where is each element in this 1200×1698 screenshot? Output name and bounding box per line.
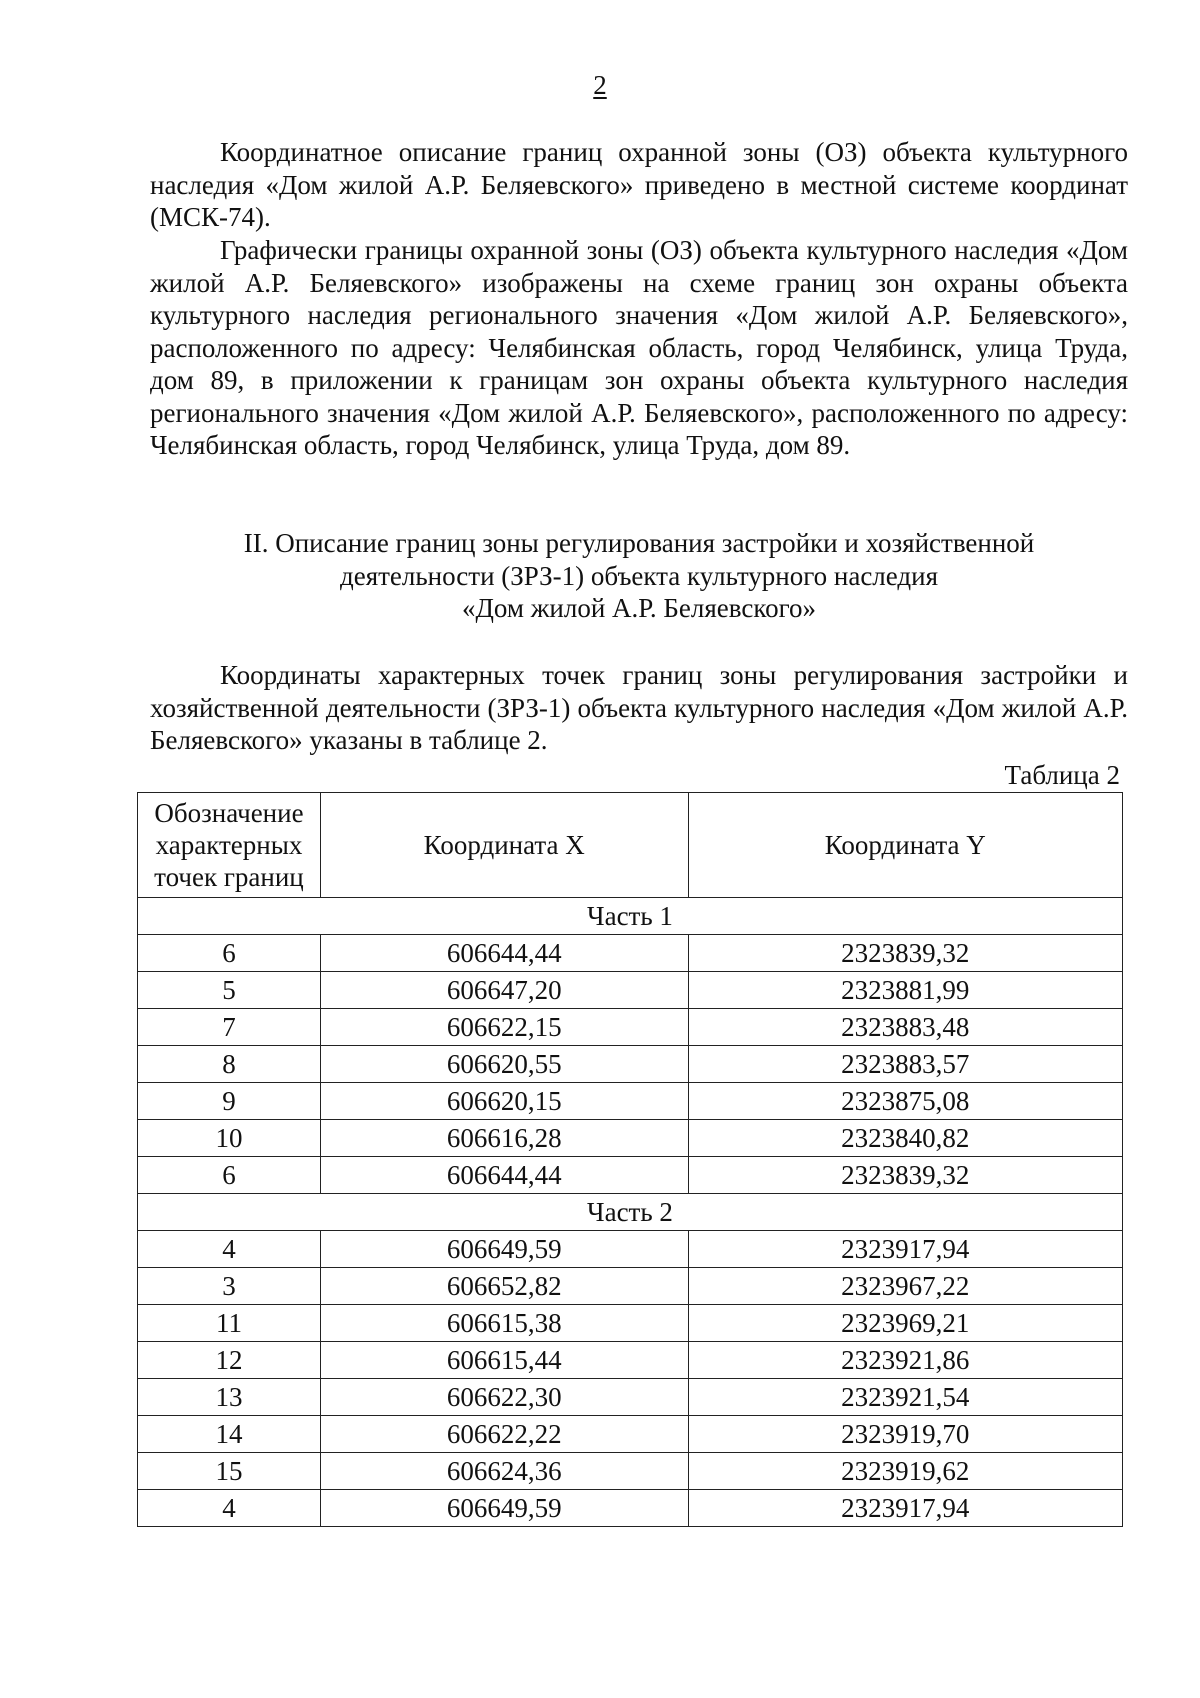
cell-coordinate-x: 606649,59	[320, 1231, 688, 1268]
table-row	[138, 1009, 1123, 1046]
part-title: Часть 1	[138, 898, 1123, 935]
paragraph-text: Графически границы охранной зоны (ОЗ) объекта культурного наследия «Дом жилой А.Р. Беляевского» изображены на схеме границ зон охраны объекта культурного наследия регионального значения «Дом жилой А.Р. Беляевского», расположенного по адресу: Челябинская область, город Челябинск, улица Труда, дом 89, в приложении к границам зон охраны объекта культурного наследия регионального значения «Дом жилой А.Р. Беляевского», расположенного по адресу: Челябинская область, город Челябинск, улица Труда, дом 89.	[150, 235, 1128, 460]
section-heading-line: деятельности (ЗРЗ-1) объекта культурного наследия	[339, 560, 939, 591]
cell-coordinate-y: 2323919,70	[688, 1416, 1122, 1453]
table-row	[138, 1490, 1123, 1527]
paragraph-coordinate-description	[150, 136, 1128, 234]
cell-coordinate-x: 606620,15	[320, 1083, 688, 1120]
cell-coordinate-y: 2323839,32	[688, 1157, 1122, 1194]
table-row	[138, 1231, 1123, 1268]
cell-point: 4	[138, 1490, 321, 1527]
table-row	[138, 1120, 1123, 1157]
cell-coordinate-y: 2323883,48	[688, 1009, 1122, 1046]
cell-coordinate-x: 606615,38	[320, 1305, 688, 1342]
cell-point: 11	[138, 1305, 321, 1342]
cell-point: 14	[138, 1416, 321, 1453]
page-number-text: 2	[593, 70, 607, 100]
table-part-row	[138, 898, 1123, 935]
section-heading	[150, 527, 1128, 625]
cell-coordinate-x: 606644,44	[320, 1157, 688, 1194]
cell-point: 5	[138, 972, 321, 1009]
table-row	[138, 1083, 1123, 1120]
cell-coordinate-y: 2323967,22	[688, 1268, 1122, 1305]
part-title: Часть 2	[138, 1194, 1123, 1231]
cell-coordinate-x: 606622,15	[320, 1009, 688, 1046]
cell-coordinate-x: 606622,30	[320, 1379, 688, 1416]
table-row	[138, 972, 1123, 1009]
section-heading-line: II. Описание границ зоны регулирования застройки и хозяйственной	[243, 528, 1035, 558]
table-row	[138, 1379, 1123, 1416]
cell-point: 4	[138, 1231, 321, 1268]
cell-coordinate-y: 2323969,21	[688, 1305, 1122, 1342]
cell-coordinate-y: 2323883,57	[688, 1046, 1122, 1083]
cell-point: 7	[138, 1009, 321, 1046]
table-row	[138, 1416, 1123, 1453]
table-row	[138, 1342, 1123, 1379]
header-point-designation	[138, 793, 321, 898]
cell-coordinate-y: 2323921,54	[688, 1379, 1122, 1416]
paragraph-graphic-description	[150, 234, 1128, 462]
paragraph-table-intro	[150, 659, 1128, 757]
coordinates-table	[137, 792, 1123, 1527]
cell-coordinate-x: 606616,28	[320, 1120, 688, 1157]
cell-point: 10	[138, 1120, 321, 1157]
cell-point: 9	[138, 1083, 321, 1120]
header-coordinate-x: Координата X	[320, 793, 688, 898]
header-coordinate-y: Координата Y	[688, 793, 1122, 898]
paragraph-text: Координатное описание границ охранной зоны (ОЗ) объекта культурного наследия «Дом жилой А.Р. Беляевского» приведено в местной системе координат (МСК-74).	[150, 137, 1128, 232]
table-row	[138, 1046, 1123, 1083]
cell-point: 8	[138, 1046, 321, 1083]
table-header-row	[138, 793, 1123, 898]
cell-coordinate-y: 2323917,94	[688, 1490, 1122, 1527]
cell-coordinate-x: 606652,82	[320, 1268, 688, 1305]
table-row	[138, 1453, 1123, 1490]
cell-coordinate-y: 2323917,94	[688, 1231, 1122, 1268]
table-row	[138, 1305, 1123, 1342]
cell-coordinate-y: 2323881,99	[688, 972, 1122, 1009]
cell-coordinate-x: 606644,44	[320, 935, 688, 972]
cell-coordinate-x: 606647,20	[320, 972, 688, 1009]
table-caption: Таблица 2	[1004, 760, 1120, 790]
table-row	[138, 935, 1123, 972]
cell-coordinate-y: 2323839,32	[688, 935, 1122, 972]
header-text: характерных	[155, 830, 303, 860]
cell-point: 3	[138, 1268, 321, 1305]
table-row	[138, 1157, 1123, 1194]
cell-point: 6	[138, 1157, 321, 1194]
page-number	[0, 70, 1200, 101]
table-body	[138, 898, 1123, 1527]
cell-coordinate-x: 606620,55	[320, 1046, 688, 1083]
cell-coordinate-x: 606622,22	[320, 1416, 688, 1453]
cell-point: 12	[138, 1342, 321, 1379]
cell-coordinate-y: 2323875,08	[688, 1083, 1122, 1120]
cell-coordinate-x: 606649,59	[320, 1490, 688, 1527]
cell-point: 13	[138, 1379, 321, 1416]
paragraph-text: Координаты характерных точек границ зоны регулирования застройки и хозяйственной деятельности (ЗРЗ-1) объекта культурного наследия «Дом жилой А.Р. Беляевского» указаны в таблице 2.	[150, 660, 1128, 755]
table-row	[138, 1268, 1123, 1305]
cell-coordinate-x: 606624,36	[320, 1453, 688, 1490]
header-text: точек границ	[154, 862, 304, 892]
cell-coordinate-x: 606615,44	[320, 1342, 688, 1379]
cell-point: 15	[138, 1453, 321, 1490]
table-part-row	[138, 1194, 1123, 1231]
cell-coordinate-y: 2323919,62	[688, 1453, 1122, 1490]
cell-point: 6	[138, 935, 321, 972]
cell-coordinate-y: 2323921,86	[688, 1342, 1122, 1379]
section-heading-line: «Дом жилой А.Р. Беляевского»	[462, 593, 816, 623]
cell-coordinate-y: 2323840,82	[688, 1120, 1122, 1157]
header-text: Обозначение	[154, 798, 304, 828]
